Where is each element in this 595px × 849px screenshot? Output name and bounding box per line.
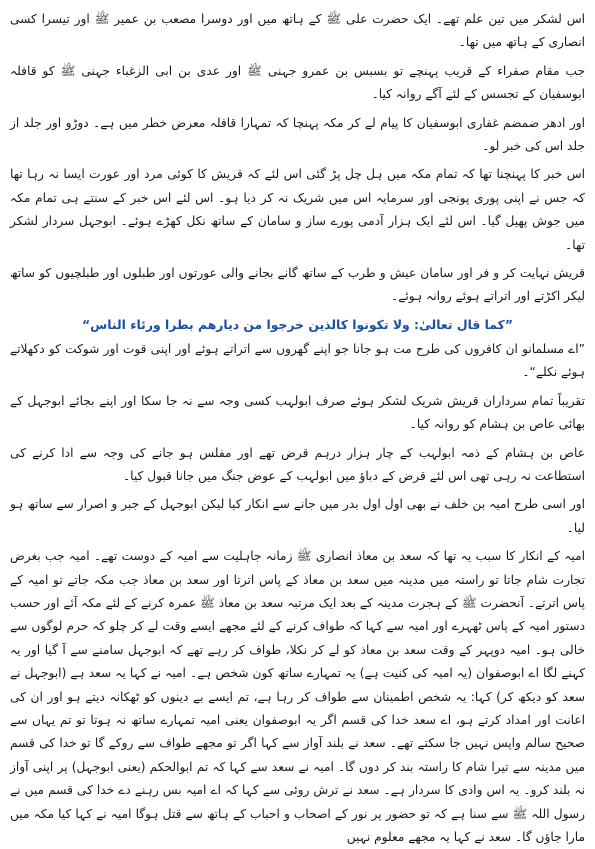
- paragraph-dhamdham-message: اور ادھر ضمضم غفاری ابوسفیان کا پیام لے کر مکہ پہنچا کہ تمہارا قافلہ معرض خطر میں ہے۔ دوڑو اور جلد از جلد اس کی خبر لو۔: [10, 115, 585, 154]
- paragraph-scouts: جب مقام صفراء کے قریب پہنچے تو بسبس بن عمرو جہنی ﷺ اور عدی بن ابی الزغباء جہنی ﷺ کو قافلہ ابوسفیان کے تجسس کے لئے آگے روانہ کیا۔: [10, 63, 585, 102]
- quran-verse-heading: ”کما قال تعالیٰ: ولا تکونوا کالذین خرجوا من دیارھم بطرا ورئاء الناس“: [82, 316, 513, 332]
- paragraph-as-ibn-hisham-debt: عاص بن ہشام کے ذمہ ابولہب کے چار ہزار درہم قرض تھے اور مفلس ہو جانے کی وجہ سے ادا کرنے کی استطاعت نہ رہی تھی اس لئے قرض کے دباؤ میں ابولہب کے عوض جنگ میں جانا قبول کیا۔: [10, 445, 585, 483]
- paragraph-umayyah-refusal: اور اسی طرح امیہ بن خلف نے بھی اول اول بدر میں جانے سے انکار کیا لیکن ابوجہل کے جبر و اصرار سے ساتھ ہو لیا۔: [10, 497, 585, 535]
- paragraph-quraysh-departure: قریش نہایت کر و فر اور سامان عیش و طرب کے ساتھ گانے بجانے والی عورتوں اور طبلوں اور طبلچیوں کو ساتھ لیکر اکڑتے اور اتراتے ہوئے روانہ ہوئے۔: [10, 266, 585, 304]
- paragraph-verse-translation: ”اے مسلمانو ان کافروں کی طرح مت ہو جانا جو اپنے گھروں سے اتراتے ہوئے اور اپنی قوت اور شوکت کو دکھلاتے ہوئے نکلے“۔: [10, 341, 585, 380]
- paragraph-banners: اس لشکر میں تین علم تھے۔ ایک حضرت علی ﷺ کے ہاتھ میں اور دوسرا مصعب بن عمیر ﷺ اور تیسرا کسی انصاری کے ہاتھ میں تھا۔: [10, 12, 585, 50]
- paragraph-abu-lahab: تقریباً تمام سرداران قریش شریک لشکر ہوئے صرف ابولہب کسی وجہ سے نہ جا سکا اور اپنے بجائے ابوجہل کے بھائی عاص بن ہشام کو روانہ کیا۔: [10, 393, 585, 432]
- paragraph-saad-ibn-muadh-story: امیہ کے انکار کا سبب یہ تھا کہ سعد بن معاذ انصاری ﷺ زمانہ جاہلیت سے امیہ کے دوست تھے۔ امیہ جب بغرض تجارت شام جاتا تو راستہ میں مدینہ میں سعد بن معاذ کے پاس اترتا اور سعد بن معاذ جب مکہ جاتے تو امیہ کے پاس اترتے۔ آنحضرت ﷺ کے ہجرت مدینہ کے بعد ایک مرتبہ سعد بن معاذ ﷺ عمرہ کرنے کے لئے مکہ آئے اور حسب دستور امیہ کے پاس ٹھہرے اور امیہ سے کہا کہ طواف کرنے کے لئے مجھے ایسے وقت لے کر چلو کہ حرم لوگوں سے خالی ہو۔ امیہ دوپہر کے وقت سعد بن معاذ کو لے کر نکلا، طواف کر رہے تھے کہ ابوجہل سامنے سے آ گیا اور یہ کہنے لگا اے ابوصفوان (یہ امیہ کی کنیت ہے) یہ تمہارے ساتھ کون شخص ہے۔ امیہ نے کہا یہ سعد ہے (ابوجہل نے سعد کو دیکھ کر) کہا: یہ شخص اطمینان سے طواف کر رہا ہے، تم ایسے بے دینوں کو ٹھکانہ دیتے ہو اور ان کی اعانت اور امداد کرتے ہو، اے سعد خدا کی قسم اگر یہ ابوصفوان یعنی امیہ تمہارے ساتھ نہ ہوتا تو تم یہاں سے صحیح سالم واپس نہیں جا سکتے تھے۔ سعد نے بلند آواز سے کہا اگر تو مجھے طواف سے روکے گا تو خدا کی قسم میں مدینہ سے تیرا شام کا راستہ بند کر دوں گا۔ امیہ نے سعد سے کہا کہ تم ابوالحکم (یعنی ابوجہل) پر اپنی آواز نہ بلند کرو۔ یہ اس وادی کا سردار ہے۔ سعد نے ترش روئی سے کہا کہ اے امیہ بس رہنے دے خدا کی قسم میں نے رسول اللہ ﷺ سے سنا ہے کہ تو حضور پر نور کے اصحاب و احباب کے ہاتھ سے قتل ہوگا امیہ نے کہا کیا مکہ میں مارا جاؤں گا۔ سعد نے کہا یہ مجھے معلوم نہیں: [10, 549, 585, 844]
- paragraph-mecca-uproar: اس خبر کا پہنچنا تھا کہ تمام مکہ میں ہل چل پڑ گئی اس لئے کہ قریش کا کوئی مرد اور عورت ایسا نہ رہا تھا کہ جس نے اپنی پوری پونجی اور سرمایہ اس میں شریک نہ کر دیا ہو۔ اس لئے اس خبر کے سنتے ہی تمام مکہ میں جوش پھیل گیا۔ اس لئے ایک ہزار آدمی پورے ساز و سامان کے ساتھ نکل کھڑے ہوئے۔ ابوجہل سردار لشکر تھا۔: [10, 167, 585, 252]
